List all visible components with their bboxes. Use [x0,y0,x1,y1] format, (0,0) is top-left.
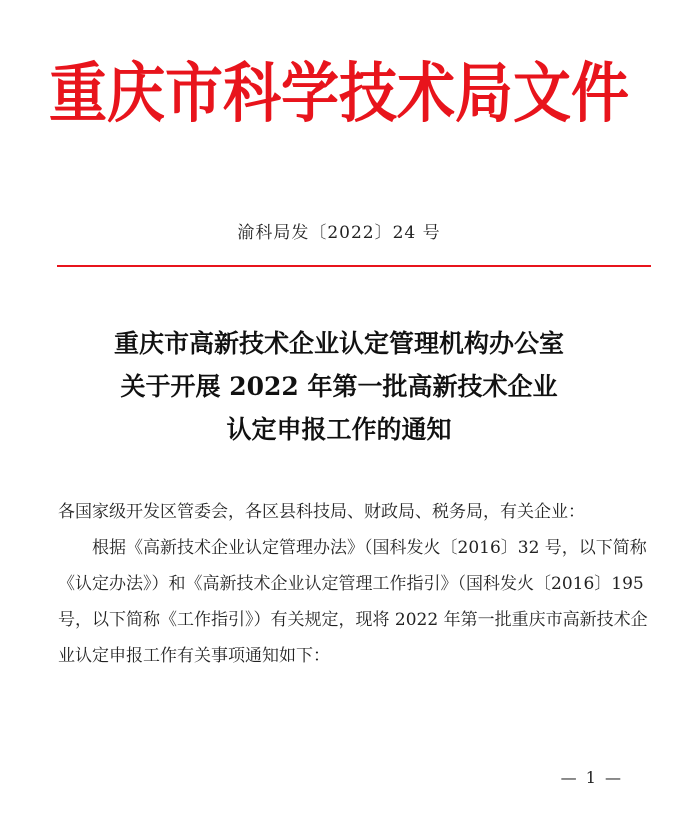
page-number: — 1 — [560,768,623,787]
document-number: 渝科局发〔2022〕24 号 [237,223,441,243]
issuer-header: 重庆市科学技术局文件 [48,54,629,132]
red-divider [57,265,651,267]
title-line-1: 重庆市高新技术企业认定管理机构办公室 [113,329,564,358]
title-line-2: 关于开展 2022 年第一批高新技术企业 [120,372,558,401]
salutation: 各国家级开发区管委会，各区县科技局、财政局、税务局，有关企业： [58,502,585,522]
document-title [0,322,678,451]
body-text [58,494,650,674]
title-line-3: 认定申报工作的通知 [226,415,452,444]
body-paragraph: 根据《高新技术企业认定管理办法》（国科发火〔2016〕32 号，以下简称《认定办法》）和《高新技术企业认定管理工作指引》（国科发火〔2016〕195 号，以下简称《工作指引》）有关规定，现将 2022 年第一批重庆市高新技术企业认定申报工作有关事项通知如下： [58,538,648,666]
